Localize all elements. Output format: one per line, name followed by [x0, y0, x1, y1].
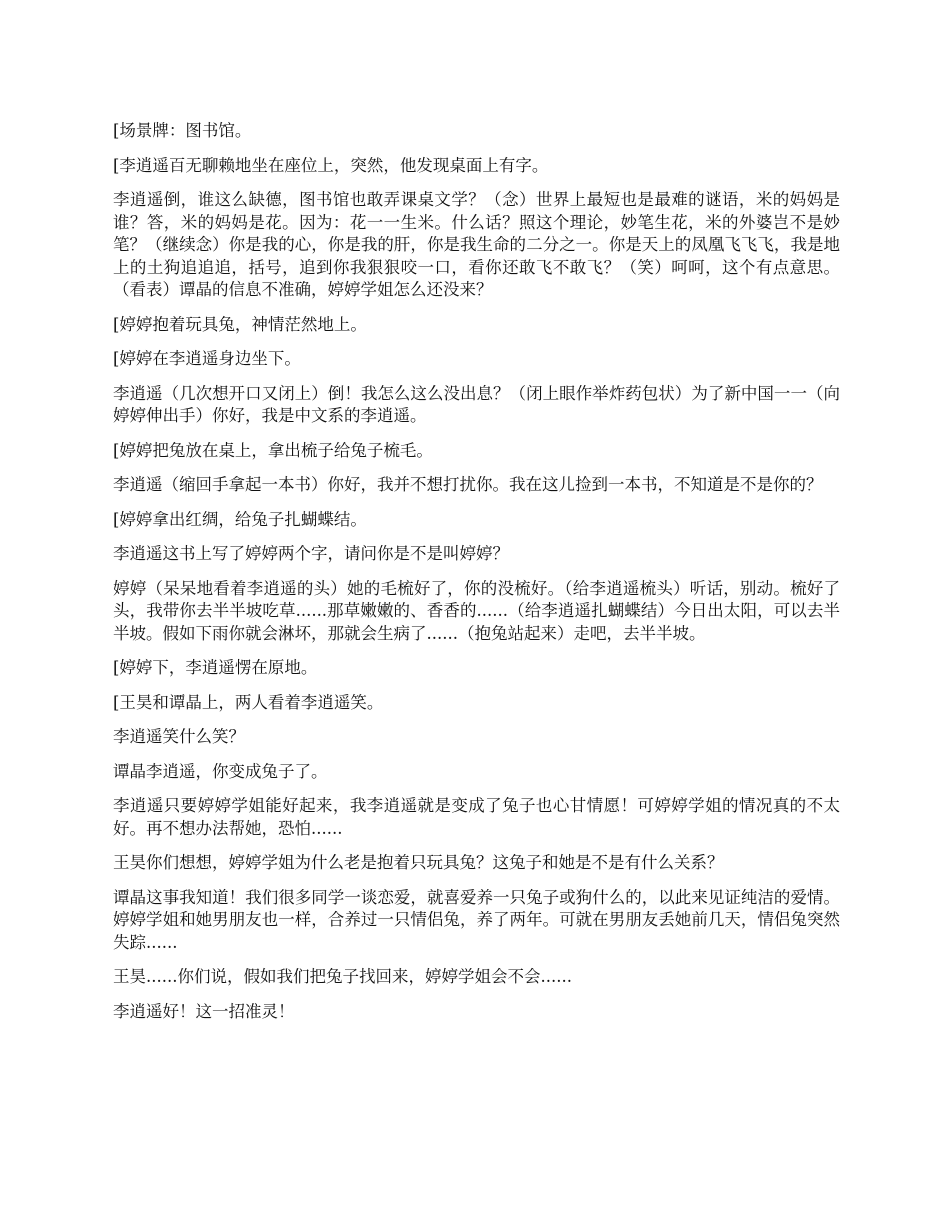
- dialogue-paragraph: 李逍遥（几次想开口又闭上）倒！我怎么这么没出息？（闭上眼作举炸药包状）为了新中国一一（向婷婷伸出手）你好，我是中文系的李逍遥。: [113, 383, 840, 425]
- dialogue-paragraph: 李逍遥倒，谁这么缺德，图书馆也敢弄课桌文学？（念）世界上最短也是最难的谜语，米的妈妈是谁？答，米的妈妈是花。因为：花一一生米。什么话？照这个理论，妙笔生花，米的外婆岂不是妙笔？（继续念）你是我的心，你是我的肝，你是我生命的二分之一。你是天上的凤凰飞飞飞，我是地上的土狗追追追，括号，追到你我狠狠咬一口，看你还敢飞不敢飞？（笑）呵呵，这个有点意思。（看表）谭晶的信息不准确，婷婷学姐怎么还没来？: [113, 190, 840, 299]
- stage-direction: [场景牌：图书馆。: [113, 121, 252, 140]
- stage-direction: [李逍遥百无聊赖地坐在座位上，突然，他发现桌面上有字。: [113, 155, 549, 175]
- dialogue-paragraph: 李逍遥只要婷婷学姐能好起来，我李逍遥就是变成了兔子也心甘情愿！可婷婷学姐的情况真的不太好。再不想办法帮她，恐怕......: [113, 796, 840, 838]
- stage-direction: [婷婷在李逍遥身边坐下。: [113, 349, 301, 368]
- dialogue-paragraph: 王昊你们想想，婷婷学姐为什么老是抱着只玩具兔？这兔子和她是不是有什么关系？: [113, 853, 724, 872]
- stage-direction: [婷婷拿出红绸，给兔子扎蝴蝶结。: [113, 509, 367, 529]
- stage-direction: [婷婷抱着玩具兔，神情茫然地上。: [113, 314, 367, 334]
- dialogue-paragraph: 李逍遥好！这一招准灵！: [113, 1001, 295, 1021]
- dialogue-paragraph: 李逍遥这书上写了婷婷两个字，请问你是不是叫婷婷？: [113, 544, 509, 563]
- dialogue-paragraph: 李逍遥笑什么笑？: [113, 727, 245, 746]
- dialogue-paragraph: 谭晶李逍遥，你变成兔子了。: [113, 761, 328, 781]
- dialogue-paragraph: 婷婷（呆呆地看着李逍遥的头）她的毛梳好了，你的没梳好。（给李逍遥梳头）听话，别动。梳好了头，我带你去半半坡吃草......那草嫩嫩的、香香的......（给李逍遥扎蝴蝶结）今日出太阳，可以去半半坡。假如下雨你就会淋坏，那就会生病了......（抱兔站起来）走吧，去半半坡。: [113, 578, 840, 643]
- stage-direction: [婷婷下，李逍遥愣在原地。: [113, 658, 318, 677]
- dialogue-paragraph: 王昊......你们说，假如我们把兔子找回来，婷婷学姐会不会......: [113, 967, 572, 986]
- stage-direction: [婷婷把兔放在桌上，拿出梳子给兔子梳毛。: [113, 440, 433, 460]
- stage-direction: [王昊和谭晶上，两人看着李逍遥笑。: [113, 692, 384, 712]
- dialogue-paragraph: 谭晶这事我知道！我们很多同学一谈恋爱，就喜爱养一只兔子或狗什么的，以此来见证纯洁的爱情。婷婷学姐和她男朋友也一样，合养过一只情侣兔，养了两年。可就在男朋友丢她前几天，情侣兔突然失踪......: [113, 887, 840, 952]
- script-body: [113, 120, 840, 1035]
- dialogue-paragraph: 李逍遥（缩回手拿起一本书）你好，我并不想打扰你。我在这儿捡到一本书，不知道是不是你的？: [113, 475, 823, 494]
